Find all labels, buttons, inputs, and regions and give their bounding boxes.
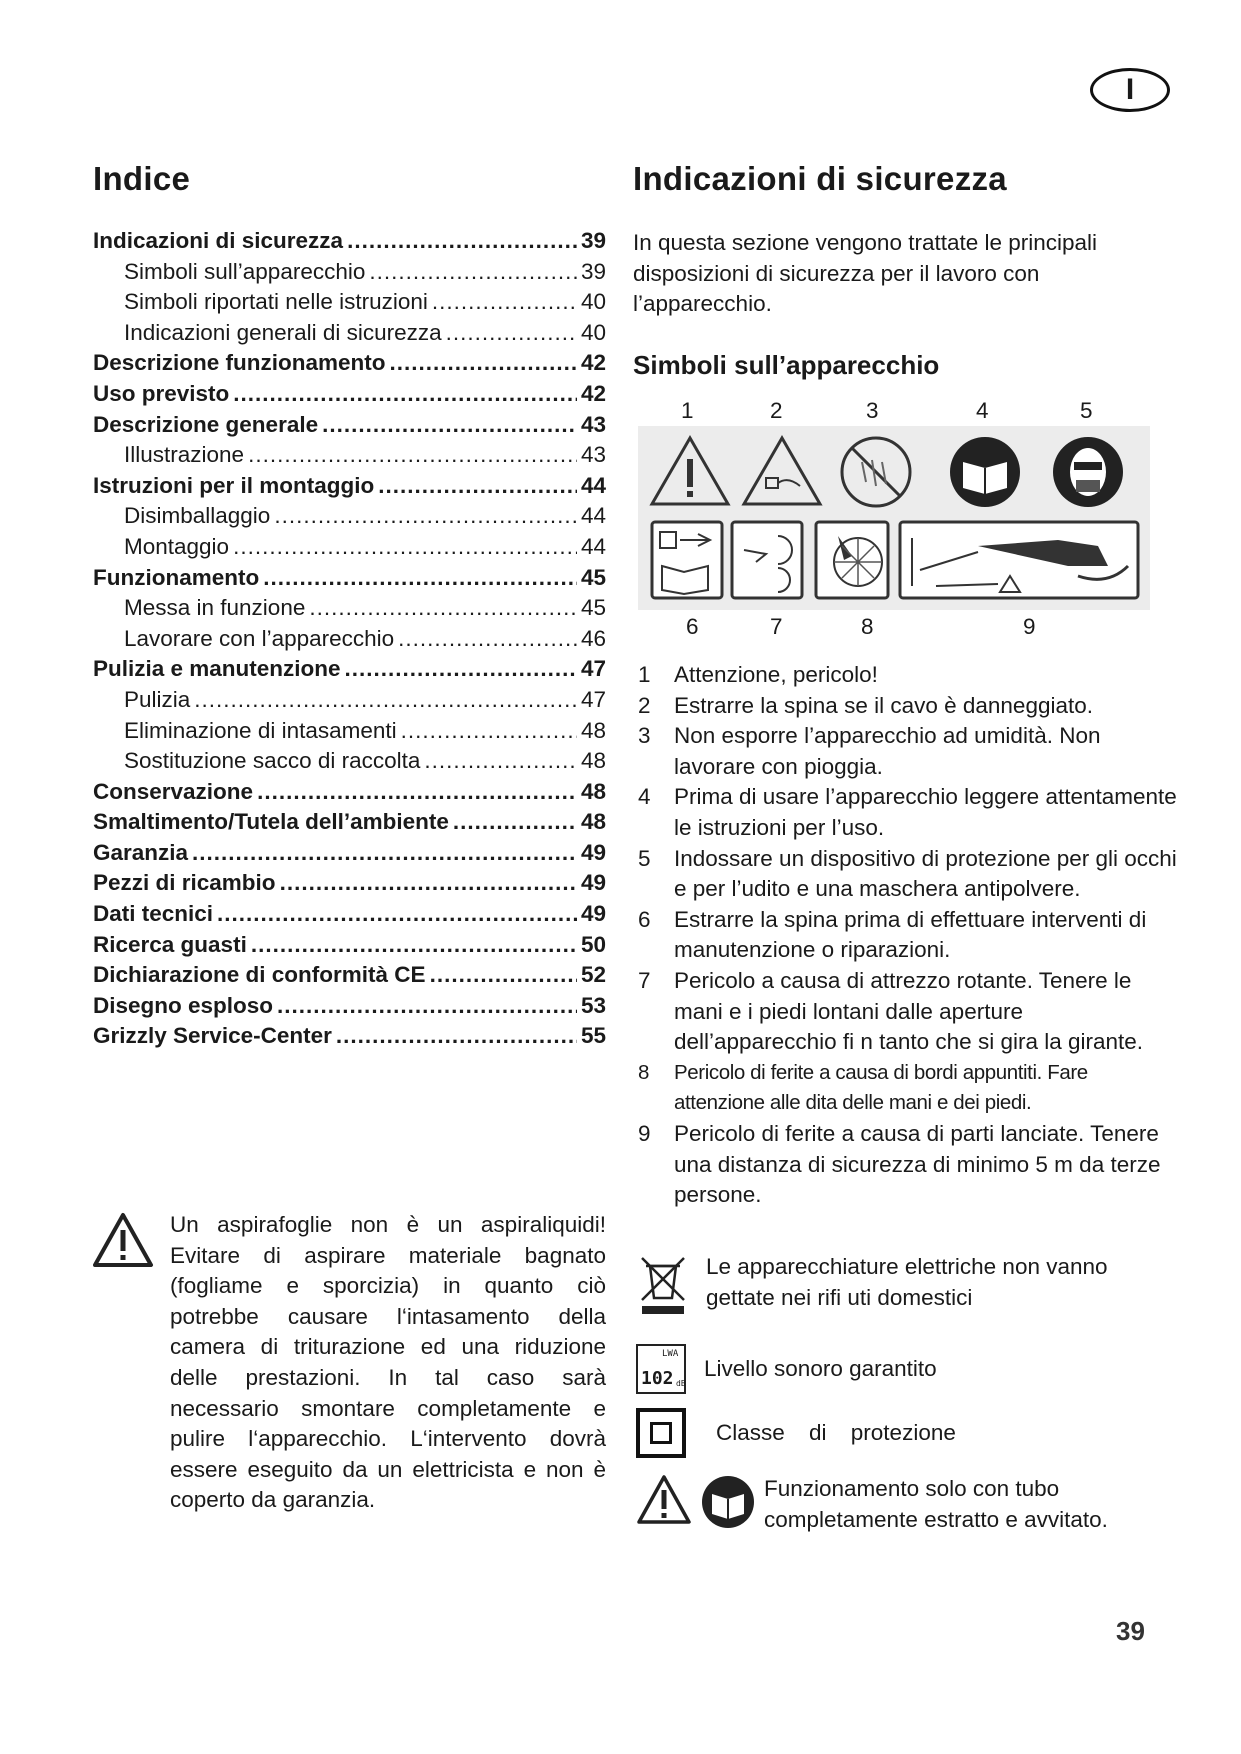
warning-small-icon bbox=[636, 1474, 692, 1526]
toc-entry bbox=[93, 870, 606, 901]
toc-leader-dots bbox=[378, 473, 577, 499]
weee-row bbox=[636, 1252, 1156, 1316]
toc-entry bbox=[93, 259, 606, 290]
toc-entry bbox=[93, 228, 606, 259]
symbol-legend-number: 7 bbox=[638, 967, 651, 993]
symbol-legend-number: 2 bbox=[638, 692, 651, 718]
toc-entry bbox=[93, 626, 606, 657]
tube-text: Funzionamento solo con tubo completamente estratto e avvitato. bbox=[764, 1476, 1108, 1532]
crossed-bin-icon bbox=[636, 1252, 690, 1316]
symbol-legend-number: 5 bbox=[638, 845, 651, 871]
toc-entry-page: 49 bbox=[580, 870, 606, 896]
unplug-before-maintenance-icon bbox=[652, 522, 722, 598]
toc-entry bbox=[93, 901, 606, 932]
manual-small-icon bbox=[700, 1474, 756, 1530]
toc-leader-dots bbox=[217, 901, 577, 927]
symbol-legend-text: Indossare un dispositivo di protezione per gli occhi e per l’udito e una maschera antipolvere. bbox=[674, 845, 1177, 902]
symbol-number-2: 2 bbox=[770, 398, 783, 423]
toc-entry-label: Garanzia bbox=[93, 839, 189, 865]
toc-entry bbox=[93, 381, 606, 412]
toc-leader-dots bbox=[233, 381, 577, 407]
symbol-legend-list bbox=[638, 660, 1178, 1211]
toc-entry-page: 42 bbox=[580, 380, 606, 406]
toc-leader-dots bbox=[424, 748, 577, 774]
toc-leader-dots bbox=[274, 503, 577, 529]
safety-heading: Indicazioni di sicurezza bbox=[633, 160, 1007, 197]
symbol-legend-text: Estrarre la spina prima di effettuare interventi di manutenzione o riparazioni. bbox=[674, 906, 1147, 963]
no-rain-icon bbox=[842, 438, 910, 506]
language-badge: I bbox=[1090, 68, 1170, 112]
toc-leader-dots bbox=[263, 565, 577, 591]
toc-leader-dots bbox=[345, 656, 577, 682]
toc-leader-dots bbox=[248, 442, 577, 468]
toc-heading: Indice bbox=[93, 160, 191, 197]
toc-entry-page: 46 bbox=[580, 625, 606, 651]
toc-entry-label: Messa in funzione bbox=[124, 595, 306, 621]
toc-entry-label: Disimballaggio bbox=[124, 503, 271, 529]
symbol-number-5: 5 bbox=[1080, 398, 1093, 423]
symbol-legend-text: Pericolo a causa di attrezzo rotante. Tenere le mani e i piedi lontani dalle aperture dell’apparecchio fi n tanto che si gira la girante. bbox=[674, 967, 1144, 1055]
toc-entry bbox=[93, 320, 606, 351]
toc-entry bbox=[93, 779, 606, 810]
toc-leader-dots bbox=[257, 779, 577, 805]
toc-entry bbox=[93, 412, 606, 443]
symbol-legend-item bbox=[638, 966, 1178, 1058]
symbol-legend-item bbox=[638, 1058, 1178, 1119]
symbol-number-3: 3 bbox=[866, 398, 879, 423]
toc-entry bbox=[93, 962, 606, 993]
toc-entry-label: Eliminazione di intasamenti bbox=[124, 717, 397, 743]
symbol-legend-number: 9 bbox=[638, 1120, 651, 1146]
symbol-legend-item bbox=[638, 905, 1178, 966]
symbol-number-8: 8 bbox=[861, 614, 874, 639]
page-number: 39 bbox=[1116, 1616, 1145, 1646]
toc-entry-page: 50 bbox=[580, 931, 606, 957]
toc-entry-label: Dati tecnici bbox=[93, 901, 214, 927]
sound-icon-value: 102 bbox=[641, 1368, 674, 1389]
toc-leader-dots bbox=[280, 870, 577, 896]
toc-entry bbox=[93, 473, 606, 504]
toc-entry-page: 48 bbox=[580, 717, 606, 743]
sound-level-text: Livello sonoro garantito bbox=[704, 1355, 937, 1381]
device-symbols-panel bbox=[638, 426, 1150, 610]
rotating-tool-icon bbox=[732, 522, 802, 598]
toc-entry-page: 47 bbox=[580, 656, 606, 682]
symbol-number-4: 4 bbox=[976, 398, 989, 423]
toc-entry-label: Uso previsto bbox=[93, 380, 230, 406]
toc-entry bbox=[93, 993, 606, 1024]
thrown-objects-icon bbox=[900, 522, 1138, 598]
symbol-number-6: 6 bbox=[686, 614, 699, 639]
toc-entry bbox=[93, 534, 606, 565]
toc-leader-dots bbox=[430, 962, 577, 988]
toc-entry-label: Simboli riportati nelle istruzioni bbox=[124, 289, 428, 315]
toc-leader-dots bbox=[194, 687, 577, 713]
toc-leader-dots bbox=[192, 840, 577, 866]
toc-entry-page: 40 bbox=[580, 289, 606, 315]
toc-leader-dots bbox=[233, 534, 577, 560]
toc-entry-label: Pezzi di ricambio bbox=[93, 870, 276, 896]
toc-entry bbox=[93, 656, 606, 687]
toc-entry bbox=[93, 503, 606, 534]
toc-entry-page: 39 bbox=[580, 258, 606, 284]
toc-entry-label: Pulizia bbox=[124, 686, 191, 712]
toc-leader-dots bbox=[390, 350, 577, 376]
symbol-number-9: 9 bbox=[1023, 614, 1036, 639]
sound-level-icon bbox=[636, 1344, 686, 1394]
symbol-legend-item bbox=[638, 691, 1178, 722]
toc-entry-label: Illustrazione bbox=[124, 442, 245, 468]
attention-danger-icon bbox=[652, 438, 728, 504]
protective-equipment-icon bbox=[1053, 437, 1123, 507]
toc-entry-page: 49 bbox=[580, 839, 606, 865]
read-manual-icon bbox=[950, 437, 1020, 507]
table-of-contents bbox=[93, 228, 606, 1054]
symbol-legend-item bbox=[638, 721, 1178, 782]
toc-entry bbox=[93, 718, 606, 749]
symbol-legend-number: 4 bbox=[638, 784, 651, 810]
toc-leader-dots bbox=[277, 993, 577, 1019]
sound-icon-unit: dB bbox=[676, 1379, 686, 1388]
toc-entry-page: 43 bbox=[580, 442, 606, 468]
symbol-legend-item bbox=[638, 1119, 1178, 1211]
toc-entry-page: 48 bbox=[580, 748, 606, 774]
toc-entry-page: 39 bbox=[580, 228, 606, 253]
symbol-legend-text: Attenzione, pericolo! bbox=[674, 662, 878, 687]
toc-leader-dots bbox=[309, 595, 577, 621]
toc-entry-label: Montaggio bbox=[124, 533, 230, 559]
toc-entry-label: Sostituzione sacco di raccolta bbox=[124, 748, 421, 774]
toc-entry-label: Disegno esploso bbox=[93, 992, 274, 1018]
toc-entry-label: Ricerca guasti bbox=[93, 931, 247, 957]
toc-entry-page: 48 bbox=[580, 809, 606, 835]
toc-leader-dots bbox=[336, 1023, 577, 1049]
toc-entry bbox=[93, 1023, 606, 1054]
toc-entry bbox=[93, 932, 606, 963]
tube-row bbox=[636, 1474, 1156, 1535]
toc-entry-page: 52 bbox=[580, 962, 606, 988]
toc-entry-page: 47 bbox=[580, 686, 606, 712]
toc-entry-label: Indicazioni di sicurezza bbox=[93, 228, 344, 253]
weee-text: Le apparecchiature elettriche non vanno gettate nei rifi uti domestici bbox=[706, 1254, 1108, 1310]
toc-entry-label: Conservazione bbox=[93, 778, 254, 804]
sharp-edges-icon bbox=[816, 522, 888, 598]
toc-entry-page: 48 bbox=[580, 778, 606, 804]
toc-leader-dots bbox=[251, 932, 577, 958]
symbol-number-1: 1 bbox=[681, 398, 694, 423]
toc-entry-page: 43 bbox=[580, 411, 606, 437]
toc-leader-dots bbox=[432, 289, 577, 315]
warning-triangle-icon bbox=[92, 1212, 154, 1268]
toc-entry-page: 40 bbox=[580, 319, 606, 345]
damaged-cable-icon bbox=[744, 438, 820, 504]
symbol-legend-text: Pericolo di ferite a causa di parti lanciate. Tenere una distanza di sicurezza di minimo 5 m da terze persone. bbox=[674, 1120, 1161, 1208]
toc-leader-dots bbox=[453, 809, 577, 835]
symbol-legend-text: Prima di usare l’apparecchio leggere attentamente le istruzioni per l’uso. bbox=[674, 784, 1177, 840]
symbol-legend-text: Estrarre la spina se il cavo è danneggiato. bbox=[674, 692, 1093, 718]
toc-leader-dots bbox=[369, 259, 577, 285]
symbol-legend-number: 8 bbox=[638, 1060, 650, 1084]
toc-entry bbox=[93, 748, 606, 779]
toc-entry-label: Descrizione funzionamento bbox=[93, 350, 386, 376]
toc-entry bbox=[93, 442, 606, 473]
toc-entry-label: Descrizione generale bbox=[93, 411, 319, 437]
toc-entry-page: 44 bbox=[580, 503, 606, 529]
toc-entry-page: 44 bbox=[580, 533, 606, 559]
toc-entry bbox=[93, 687, 606, 718]
toc-entry bbox=[93, 840, 606, 871]
symbol-legend-item bbox=[638, 844, 1178, 905]
toc-entry bbox=[93, 809, 606, 840]
safety-intro: In questa sezione vengono trattate le principali disposizioni di sicurezza per il lavoro con l’apparecchio. bbox=[633, 230, 1098, 317]
protection-class-text: Classe di protezione bbox=[716, 1419, 956, 1445]
toc-entry bbox=[93, 565, 606, 596]
toc-leader-dots bbox=[401, 718, 577, 744]
symbol-legend-text: Non esporre l’apparecchio ad umidità. Non lavorare con pioggia. bbox=[674, 723, 1101, 779]
toc-leader-dots bbox=[398, 626, 577, 652]
toc-entry-label: Pulizia e manutenzione bbox=[93, 656, 341, 682]
toc-entry-page: 45 bbox=[580, 564, 606, 590]
symbol-legend-item bbox=[638, 660, 1178, 691]
symbol-legend-text: Pericolo di ferite a causa di bordi appuntiti. Fare attenzione alle dita delle mani e dei piedi. bbox=[674, 1060, 1088, 1115]
toc-leader-dots bbox=[322, 412, 577, 438]
toc-entry-label: Funzionamento bbox=[93, 564, 260, 590]
sound-icon-lwa: LWA bbox=[662, 1349, 679, 1359]
symbols-heading: Simboli sull’apparecchio bbox=[633, 350, 940, 380]
toc-leader-dots bbox=[446, 320, 577, 346]
warning-note: Un aspirafoglie non è un aspiraliquidi! Evitare di aspirare materiale bagnato (fogliame e sporcizia) in quanto ciò potrebbe causare l‘intasamento della camera di triturazione ed una riduzione delle prestazioni. In tal caso sarà necessario smontare completamente e pulire l‘apparecchio. L‘intervento dovrà essere eseguito da un elettricista e non è coperto da garanzia. bbox=[170, 1212, 606, 1513]
toc-entry-page: 53 bbox=[580, 992, 606, 1018]
protection-class-row bbox=[636, 1408, 1156, 1458]
symbol-legend-item bbox=[638, 782, 1178, 843]
toc-entry-label: Dichiarazione di conformità CE bbox=[93, 962, 426, 988]
toc-entry-page: 55 bbox=[580, 1023, 606, 1049]
toc-entry-page: 49 bbox=[580, 901, 606, 927]
toc-entry-label: Simboli sull’apparecchio bbox=[124, 258, 366, 284]
toc-entry-page: 42 bbox=[580, 350, 606, 376]
toc-entry-page: 44 bbox=[580, 472, 606, 498]
toc-entry bbox=[93, 350, 606, 381]
symbol-legend-number: 3 bbox=[638, 723, 651, 749]
toc-leader-dots bbox=[347, 228, 577, 254]
toc-entry-label: Grizzly Service-Center bbox=[93, 1023, 332, 1049]
toc-entry-label: Indicazioni generali di sicurezza bbox=[124, 319, 442, 345]
symbol-legend-number: 1 bbox=[638, 662, 651, 687]
toc-entry-label: Smaltimento/Tutela dell’ambiente bbox=[93, 809, 449, 835]
sound-level-row bbox=[636, 1344, 1156, 1394]
protection-class-icon bbox=[636, 1408, 686, 1458]
toc-entry-label: Lavorare con l’apparecchio bbox=[124, 625, 395, 651]
symbol-number-7: 7 bbox=[770, 614, 783, 639]
toc-entry bbox=[93, 595, 606, 626]
toc-entry-page: 45 bbox=[580, 595, 606, 621]
toc-entry-label: Istruzioni per il montaggio bbox=[93, 472, 375, 498]
toc-entry bbox=[93, 289, 606, 320]
symbol-legend-number: 6 bbox=[638, 906, 651, 932]
